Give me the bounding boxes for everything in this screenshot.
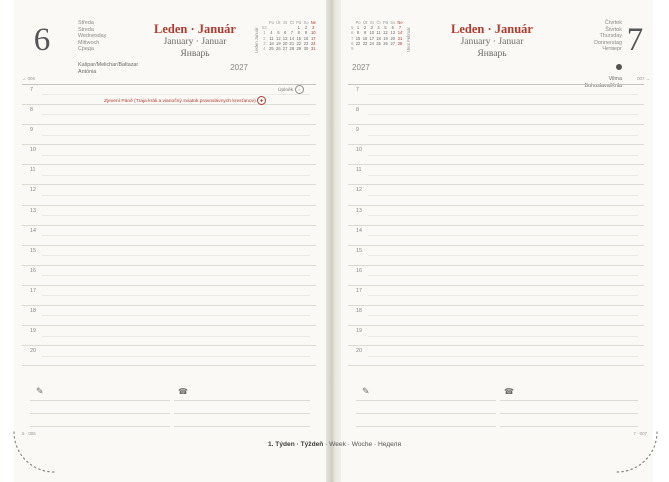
mini-cal-day-cell: 6 <box>283 30 287 36</box>
corner-arc-bottom-right <box>615 430 661 476</box>
half-hour-rule <box>368 195 638 196</box>
mini-cal-day-cell: 1 <box>356 25 360 31</box>
mini-cal-day-cell: 8 <box>356 30 360 36</box>
hour-label: 8 <box>30 107 33 114</box>
mini-cal-week-number: 3 <box>263 40 266 46</box>
mini-cal-week-number: 7 <box>351 35 354 41</box>
hour-row[interactable] <box>348 326 644 346</box>
half-hour-rule <box>42 215 310 216</box>
right-mini-calendar-label: Únor Február <box>405 27 411 53</box>
mini-cal-day-cell: 14 <box>397 30 403 36</box>
half-hour-rule <box>368 175 638 176</box>
hour-row[interactable] <box>348 125 644 145</box>
hour-label: 10 <box>356 147 362 154</box>
mini-cal-day-cell <box>382 46 389 51</box>
mini-cal-day-cell: 3 <box>312 25 315 31</box>
note-line <box>30 426 170 427</box>
hour-label: 7 <box>356 87 359 93</box>
hour-label: 18 <box>30 308 36 315</box>
half-hour-rule <box>42 175 310 176</box>
left-page-header <box>22 18 322 80</box>
mini-cal-day-cell: 13 <box>282 35 288 41</box>
hour-label: 8 <box>356 107 359 114</box>
hour-label: 13 <box>30 207 36 214</box>
right-mini-calendar-table <box>350 20 404 51</box>
half-hour-rule <box>368 295 638 296</box>
hour-label: 10 <box>30 147 36 154</box>
mini-cal-header-cell: Út <box>276 20 281 25</box>
corner-arc-bottom-left <box>10 430 56 476</box>
left-hour-lines <box>22 84 316 366</box>
mini-cal-day-cell: 7 <box>290 30 293 36</box>
mini-cal-day-cell: 28 <box>397 40 403 46</box>
mini-cal-header-cell: So <box>303 20 309 25</box>
left-moon-note: Úplněk ○ <box>278 85 304 94</box>
mini-cal-day-cell: 2 <box>304 25 308 31</box>
mini-cal-day-cell: 1 <box>297 25 300 31</box>
mini-cal-day-cell <box>375 46 382 51</box>
half-hour-rule <box>368 315 638 316</box>
half-hour-rule <box>42 336 310 337</box>
mini-cal-header-cell: Út <box>363 20 368 25</box>
mini-cal-header-cell: Ne <box>397 20 403 25</box>
half-hour-rule <box>42 195 310 196</box>
half-hour-rule <box>368 336 638 337</box>
mini-cal-day-cell: 9 <box>363 30 367 36</box>
hour-label: 16 <box>30 267 36 274</box>
mini-cal-day-cell: 10 <box>369 30 375 36</box>
mini-cal-day-cell: 30 <box>303 46 309 52</box>
mini-cal-day-cell: 22 <box>355 40 361 46</box>
mini-cal-day-cell: 12 <box>383 30 388 36</box>
hour-row[interactable] <box>22 266 316 286</box>
mini-cal-day-cell: 8 <box>297 30 300 36</box>
phone-icon: ☎ <box>178 387 188 396</box>
half-hour-rule <box>42 275 310 276</box>
mini-cal-header-cell: Po <box>268 20 274 25</box>
hour-label: 19 <box>356 328 362 335</box>
mini-cal-day-cell: 16 <box>303 35 309 41</box>
half-hour-rule <box>368 135 638 136</box>
week-footer-prefix: 1. Týden · Týždeň <box>267 441 324 448</box>
mini-cal-day-cell: 11 <box>269 35 274 41</box>
left-year: 2027 <box>230 63 248 72</box>
mini-cal-header-cell: So <box>390 20 396 25</box>
mini-cal-day-cell <box>396 46 403 51</box>
mini-cal-day-cell: 18 <box>269 40 274 46</box>
left-day-names: Středa Streda Wednesday Mittwoch Среда <box>78 20 107 53</box>
hour-label: 14 <box>356 227 362 234</box>
holiday-marker-icon: ✚ <box>257 96 266 105</box>
hour-row[interactable] <box>348 206 644 226</box>
hour-row[interactable] <box>348 84 644 105</box>
mini-cal-day-cell: 3 <box>370 25 373 31</box>
left-month-sub2: Январь <box>180 48 210 59</box>
hour-row[interactable] <box>348 346 644 366</box>
hour-row[interactable] <box>348 145 644 165</box>
half-hour-rule <box>42 155 310 156</box>
mini-cal-day-cell: 29 <box>296 46 302 52</box>
hour-label: 14 <box>30 227 36 234</box>
left-month-title-block <box>140 22 250 72</box>
mini-cal-week-number: 8 <box>351 40 354 46</box>
mini-cal-header-cell: Ne <box>310 20 316 25</box>
hour-label: 20 <box>30 348 36 355</box>
mini-cal-header-cell: St <box>283 20 288 25</box>
mini-cal-day-cell: 17 <box>311 35 316 41</box>
mini-cal-day-cell: 26 <box>276 46 281 52</box>
mini-cal-day-cell: 12 <box>276 35 281 41</box>
hour-row[interactable] <box>22 286 316 306</box>
left-mini-calendar-table <box>261 20 317 51</box>
mini-cal-day-cell: 4 <box>270 30 273 36</box>
mini-cal-day-cell: 2 <box>363 25 367 31</box>
mini-cal-header-row <box>261 20 317 25</box>
mini-cal-day-cell: 4 <box>377 25 380 31</box>
mini-cal-week-number: 53 <box>262 25 267 31</box>
right-page-edge <box>653 0 669 482</box>
mini-cal-day-cell: 14 <box>289 35 295 41</box>
pencil-icon: ✎ <box>36 386 44 396</box>
mini-cal-day-cell: 25 <box>269 46 274 52</box>
mini-cal-day-cell: 25 <box>376 40 381 46</box>
left-page-mark: ← 006 <box>22 76 35 81</box>
mini-cal-day-cell: 18 <box>376 35 381 41</box>
mini-cal-week-number: 9 <box>351 46 354 52</box>
note-line <box>174 426 310 427</box>
hour-row[interactable] <box>348 165 644 185</box>
mini-cal-week-number: 6 <box>351 30 354 36</box>
right-name-days: Vilma Bohuslava/Krila <box>548 58 622 90</box>
mini-cal-day-cell: 15 <box>296 35 302 41</box>
mini-cal-day-cell: 27 <box>282 46 288 52</box>
hour-row[interactable] <box>22 206 316 226</box>
mini-cal-day-cell: 20 <box>390 35 395 41</box>
left-name-days: Kašpar/Melichar/Baltazar Antónia <box>78 62 139 75</box>
hour-label: 19 <box>30 328 36 335</box>
phone-icon: ☎ <box>504 387 514 396</box>
mini-cal-week-row <box>261 46 317 51</box>
right-page-number: 7 · 007 <box>633 431 647 436</box>
note-line <box>174 400 310 401</box>
hour-row[interactable] <box>348 105 644 125</box>
mini-cal-week-number: 5 <box>351 25 354 31</box>
hour-row[interactable] <box>22 226 316 246</box>
half-hour-rule <box>42 315 310 316</box>
hour-row[interactable] <box>22 306 316 326</box>
hour-label: 16 <box>356 267 362 274</box>
right-month-title: Leden · Január <box>451 22 533 36</box>
full-moon-icon: ○ <box>295 85 304 94</box>
note-line <box>30 413 170 414</box>
note-line <box>356 426 496 427</box>
half-hour-rule <box>42 356 310 357</box>
mini-cal-header-cell: Pá <box>383 20 389 25</box>
note-line <box>500 400 638 401</box>
left-month-title: Leden · Január <box>154 22 236 36</box>
hour-row[interactable] <box>348 286 644 306</box>
half-hour-rule <box>42 235 310 236</box>
hour-label: 15 <box>356 247 362 254</box>
right-page-mark: 007 → <box>637 76 650 81</box>
hour-label: 20 <box>356 348 362 355</box>
hour-label: 17 <box>356 287 362 294</box>
hour-row[interactable] <box>22 346 316 366</box>
mini-cal-header-cell: Pá <box>296 20 302 25</box>
hour-row[interactable] <box>22 125 316 145</box>
hour-row[interactable] <box>22 145 316 165</box>
hour-label: 11 <box>30 167 36 174</box>
half-hour-rule <box>368 255 638 256</box>
right-hour-lines <box>348 84 644 366</box>
mini-cal-day-cell: 20 <box>282 40 288 46</box>
mini-cal-day-cell: 21 <box>397 35 403 41</box>
left-day-number: 6 <box>33 22 51 58</box>
mini-cal-day-cell: 13 <box>390 30 395 36</box>
hour-label: 9 <box>356 127 359 134</box>
mini-cal-header-cell: Čt <box>376 20 381 25</box>
mini-cal-day-cell: 17 <box>369 35 375 41</box>
half-hour-rule <box>368 235 638 236</box>
mini-cal-day-cell: 10 <box>311 30 316 36</box>
note-line <box>30 400 170 401</box>
half-hour-rule <box>368 215 638 216</box>
hour-row[interactable] <box>22 105 316 125</box>
left-month-sub: January · Januar <box>163 36 227 47</box>
mini-cal-day-cell: 5 <box>384 25 387 31</box>
note-line <box>500 413 638 414</box>
mini-cal-day-cell: 31 <box>311 46 316 52</box>
hour-row[interactable] <box>22 165 316 185</box>
right-month-title-block <box>430 22 554 60</box>
hour-label: 12 <box>30 187 36 194</box>
mini-cal-week-number: 1 <box>263 30 266 36</box>
mini-cal-header-cell: Čt <box>289 20 294 25</box>
left-mini-calendar-label: Leden Január <box>254 27 259 53</box>
note-line <box>500 426 638 427</box>
mini-cal-day-cell: 26 <box>383 40 388 46</box>
hour-row[interactable] <box>348 226 644 246</box>
hour-label: 13 <box>356 207 362 214</box>
hour-label: 15 <box>30 247 36 254</box>
note-line <box>356 400 496 401</box>
half-hour-rule <box>42 114 310 115</box>
note-line <box>174 413 310 414</box>
right-page-header <box>348 18 650 89</box>
mini-cal-day-cell <box>362 46 369 51</box>
moon-phase-icon <box>616 64 622 70</box>
mini-cal-day-cell: 24 <box>369 40 375 46</box>
right-mini-calendar <box>350 20 411 72</box>
week-footer <box>0 441 669 448</box>
half-hour-rule <box>42 295 310 296</box>
hour-row[interactable] <box>22 326 316 346</box>
mini-cal-day-cell <box>389 46 396 51</box>
pencil-icon: ✎ <box>362 386 370 396</box>
mini-cal-week-number: 2 <box>263 35 266 41</box>
note-line <box>356 413 496 414</box>
left-holiday-note: Zjevení Páně (Traja králi a vianočný sviatok pravoslávnych kresťanov) ✚ <box>104 96 266 105</box>
hour-row[interactable] <box>22 185 316 205</box>
mini-cal-day-cell: 15 <box>355 35 361 41</box>
mini-cal-day-cell: 6 <box>391 25 394 31</box>
half-hour-rule <box>368 155 638 156</box>
mini-cal-day-cell: 19 <box>383 35 388 41</box>
half-hour-rule <box>42 255 310 256</box>
mini-cal-day-cell: 16 <box>362 35 368 41</box>
mini-cal-week-row <box>350 46 404 51</box>
hour-label: 11 <box>356 167 362 174</box>
mini-cal-day-cell: 24 <box>311 40 316 46</box>
half-hour-rule <box>42 135 310 136</box>
right-month-sub2: Январь <box>477 48 507 59</box>
hour-row[interactable] <box>348 306 644 326</box>
hour-row[interactable] <box>348 266 644 286</box>
mini-cal-day-cell: 5 <box>277 30 280 36</box>
left-page-edge <box>0 0 14 482</box>
mini-cal-day-cell <box>354 46 361 51</box>
hour-label: 7 <box>30 87 33 93</box>
right-day-names: Čtvrtek Štvrtok Thursday Donnerstag Четверг <box>594 20 622 53</box>
mini-cal-day-cell: 19 <box>276 40 281 46</box>
right-day-number: 7 <box>626 22 644 58</box>
left-page-number: 6 · 006 <box>22 431 36 436</box>
mini-cal-day-cell: 28 <box>289 46 295 52</box>
half-hour-rule <box>368 94 638 95</box>
mini-cal-week-number: 4 <box>263 46 266 52</box>
mini-cal-day-cell: 9 <box>304 30 308 36</box>
hour-label: 12 <box>356 187 362 194</box>
hour-label: 9 <box>30 127 33 134</box>
half-hour-rule <box>368 114 638 115</box>
hour-row[interactable] <box>22 246 316 266</box>
left-mini-calendar <box>254 20 317 60</box>
mini-cal-header-cell: St <box>369 20 374 25</box>
mini-cal-day-cell: 23 <box>362 40 368 46</box>
hour-row[interactable] <box>348 246 644 266</box>
half-hour-rule <box>368 356 638 357</box>
hour-label: 18 <box>356 308 362 315</box>
half-hour-rule <box>368 275 638 276</box>
mini-cal-day-cell: 22 <box>296 40 302 46</box>
hour-label: 17 <box>30 287 36 294</box>
mini-cal-header-cell: Po <box>355 20 361 25</box>
mini-cal-day-cell <box>368 46 375 51</box>
mini-cal-day-cell: 23 <box>303 40 309 46</box>
book-gutter <box>326 0 341 482</box>
right-month-sub: January · Januar <box>460 36 524 47</box>
hour-row[interactable] <box>348 185 644 205</box>
week-footer-suffix: · Week · Woche · Неделя <box>325 441 402 448</box>
mini-cal-day-cell: 7 <box>398 25 402 31</box>
mini-cal-day-cell: 27 <box>390 40 395 46</box>
mini-cal-day-cell: 11 <box>376 30 381 36</box>
right-year: 2027 <box>352 63 370 72</box>
mini-cal-day-cell: 21 <box>289 40 295 46</box>
